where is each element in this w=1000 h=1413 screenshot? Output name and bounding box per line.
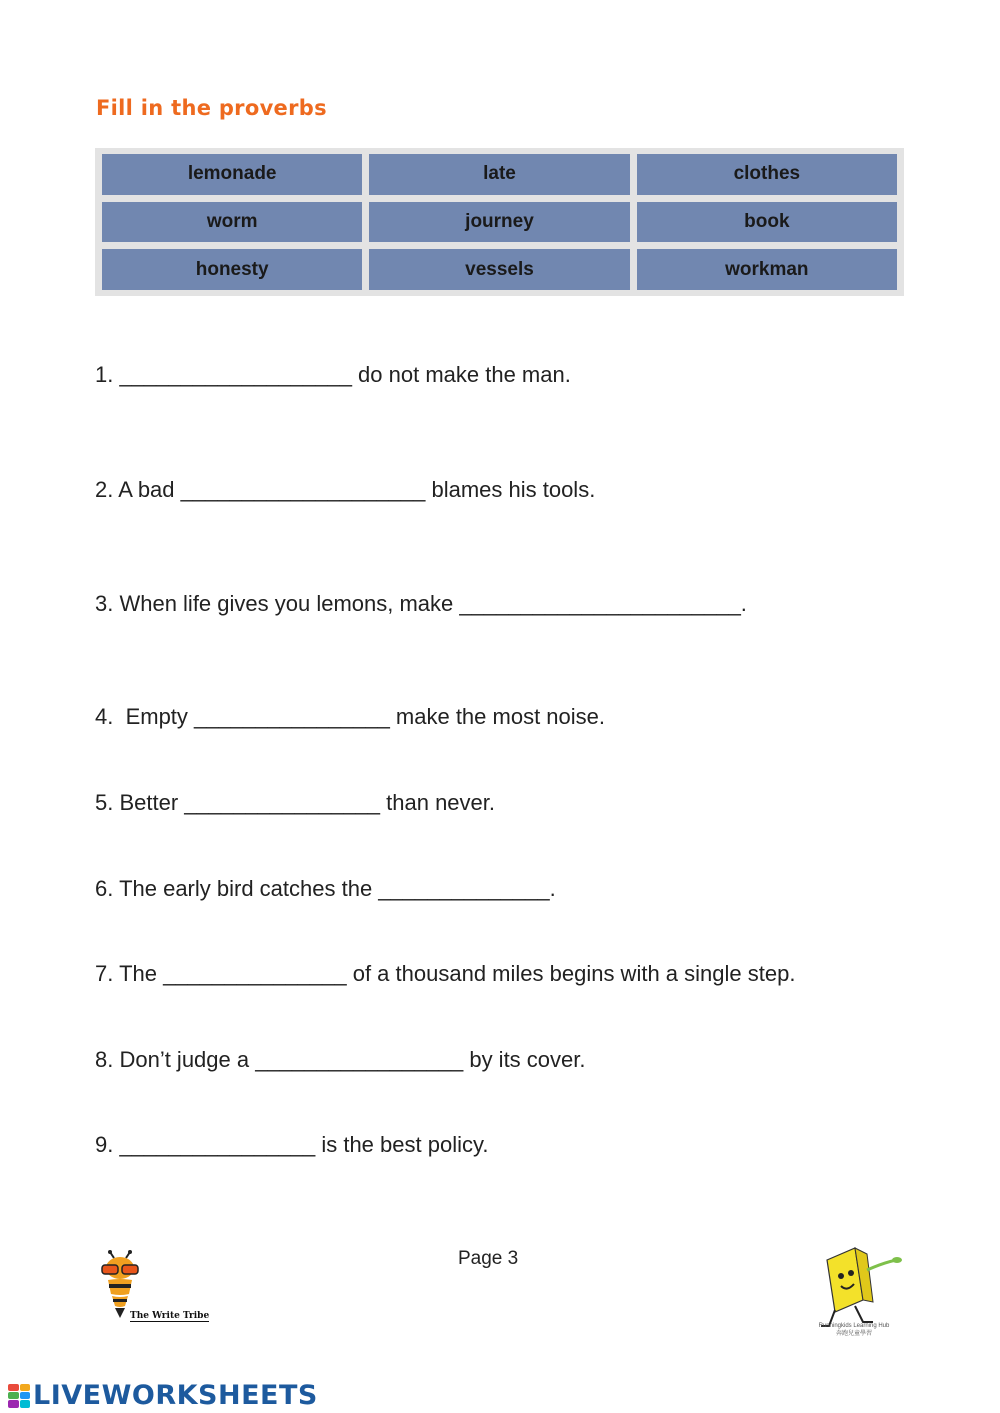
question-3: 3. When life gives you lemons, make _______________________. (95, 591, 747, 616)
word-bank-cell: workman (637, 249, 897, 290)
write-tribe-logo-text: The Write Tribe (130, 1311, 210, 1321)
question-9: 9. ________________ is the best policy. (95, 1132, 489, 1157)
liveworksheets-brand (8, 1380, 318, 1411)
worksheet-title: Fill in the proverbs (96, 96, 327, 120)
learning-hub-logo-text (808, 1322, 900, 1338)
word-bank-cell: clothes (637, 154, 897, 195)
page-number: Page 3 (458, 1248, 519, 1269)
liveworksheets-logo-icon (8, 1384, 30, 1408)
liveworksheets-wordmark: LIVEWORKSHEETS (33, 1380, 318, 1411)
question-2: 2. A bad ____________________ blames his tools. (95, 477, 596, 502)
question-1: 1. ___________________ do not make the man. (95, 362, 571, 387)
word-bank-cell: journey (369, 202, 629, 243)
word-bank-cell: late (369, 154, 629, 195)
question-6: 6. The early bird catches the ______________. (95, 876, 556, 901)
question-7: 7. The _______________ of a thousand miles begins with a single step. (95, 961, 796, 986)
question-8: 8. Don’t judge a _________________ by its cover. (95, 1047, 586, 1072)
word-bank-cell: vessels (369, 249, 629, 290)
learning-hub-name: Runningkids Learning Hub (818, 1323, 890, 1329)
word-bank-cell: honesty (102, 249, 362, 290)
word-bank-table (95, 148, 904, 296)
question-5: 5. Better ________________ than never. (95, 790, 496, 815)
learning-hub-subname: 奔跑兒童學習 (835, 1331, 872, 1337)
word-bank-cell: book (637, 202, 897, 243)
word-bank-cell: lemonade (102, 154, 362, 195)
word-bank-cell: worm (102, 202, 362, 243)
question-4: 4. Empty ________________ make the most noise. (95, 704, 606, 729)
